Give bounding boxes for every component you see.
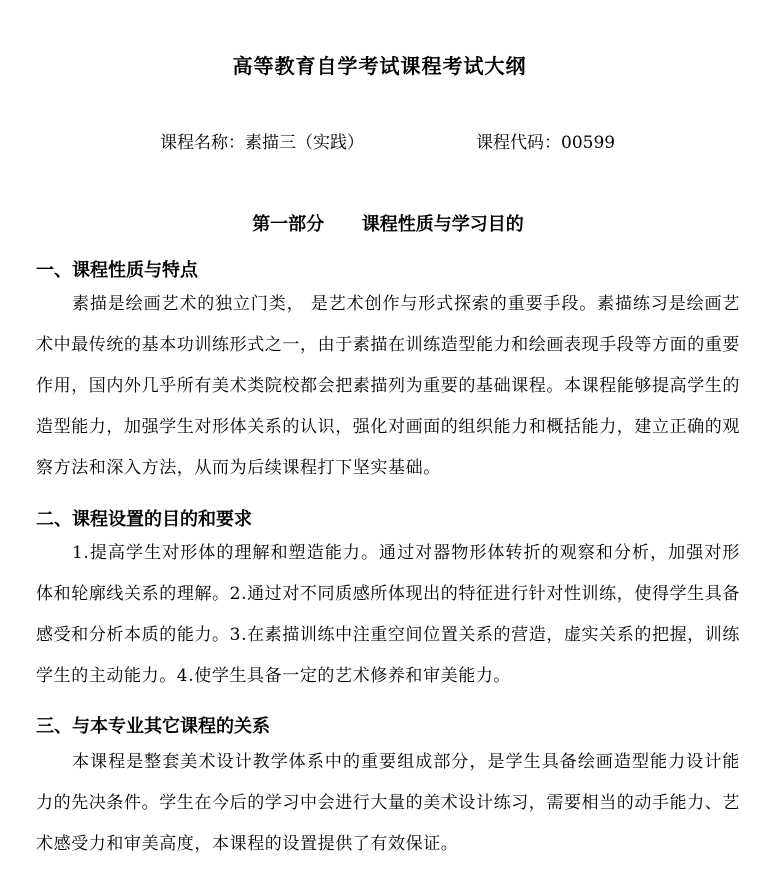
section-body-goals: 1.提高学生对形体的理解和塑造能力。通过对器物形体转折的观察和分析，加强对形体和轮廓线关系的理解。2.通过对不同质感所体现出的特征进行针对性训练，使得学生具备感受和分析本质的能力。3.在素描训练中注重空间位置关系的营造，虚实关系的把握，训练学生的主动能力。4.使学生具备一定的艺术修养和审美能力。 <box>36 543 740 686</box>
document-title: 高等教育自学考试课程考试大纲 <box>232 54 527 78</box>
course-code: 课程代码：00599 <box>476 133 616 153</box>
section-body-nature: 素描是绘画艺术的独立门类， 是艺术创作与形式探索的重要手段。素描练习是绘画艺术中最传统的基本功训练形式之一，由于素描在训练造型能力和绘画表现手段等方面的重要作用，国内外几乎所有美术类院校都会把素描列为重要的基础课程。本课程能够提高学生的造型能力，加强学生对形体关系的认识，强化对画面的组织能力和概括能力，建立正确的观察方法和深入方法，从而为后续课程打下坚实基础。 <box>36 294 740 478</box>
part-heading: 第一部分 课程性质与学习目的 <box>252 214 524 235</box>
section-heading-goals: 二、课程设置的目的和要求 <box>36 509 252 530</box>
section-body-relations: 本课程是整套美术设计教学体系中的重要组成部分，是学生具备绘画造型能力设计能力的先决条件。学生在今后的学习中会进行大量的美术设计练习，需要相当的动手能力、艺术感受力和审美高度，本课程的设置提供了有效保证。 <box>36 752 740 854</box>
section-heading-nature: 一、课程性质与特点 <box>36 260 198 281</box>
course-name: 课程名称：素描三（实践） <box>160 133 364 153</box>
section-heading-relations: 三、与本专业其它课程的关系 <box>36 716 270 737</box>
